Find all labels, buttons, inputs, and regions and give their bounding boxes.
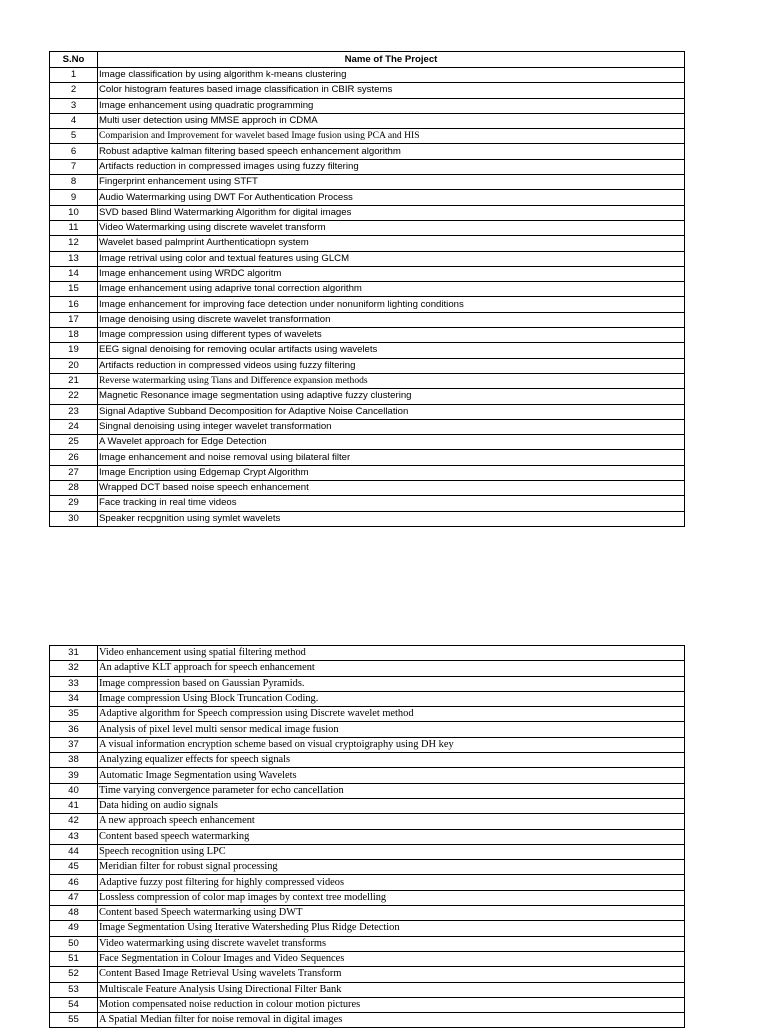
row-number: 47 <box>50 890 98 905</box>
row-number: 14 <box>50 266 98 281</box>
project-name: Singnal denoising using integer wavelet transformation <box>98 419 685 434</box>
table-row <box>50 768 685 783</box>
row-number: 18 <box>50 328 98 343</box>
project-name: EEG signal denoising for removing ocular artifacts using wavelets <box>98 343 685 358</box>
project-name: Signal Adaptive Subband Decomposition for Adaptive Noise Cancellation <box>98 404 685 419</box>
row-number: 12 <box>50 236 98 251</box>
table-row <box>50 113 685 128</box>
table-row <box>50 798 685 813</box>
row-number: 31 <box>50 646 98 661</box>
table-row <box>50 844 685 859</box>
project-name: Lossless compression of color map images by context tree modelling <box>98 890 685 905</box>
table-row <box>50 511 685 526</box>
row-number: 39 <box>50 768 98 783</box>
row-number: 44 <box>50 844 98 859</box>
table-row <box>50 951 685 966</box>
row-number: 40 <box>50 783 98 798</box>
table-row <box>50 159 685 174</box>
project-name: A Wavelet approach for Edge Detection <box>98 435 685 450</box>
project-name: Video Watermarking using discrete wavelet transform <box>98 220 685 235</box>
project-name: Multi user detection using MMSE approch in CDMA <box>98 113 685 128</box>
project-table-2 <box>49 645 685 1028</box>
row-number: 38 <box>50 753 98 768</box>
project-name: Time varying convergence parameter for echo cancellation <box>98 783 685 798</box>
table-body-1 <box>50 68 685 527</box>
project-name: Content Based Image Retrieval Using wavelets Transform <box>98 967 685 982</box>
project-name: Automatic Image Segmentation using Wavelets <box>98 768 685 783</box>
project-name: Motion compensated noise reduction in colour motion pictures <box>98 997 685 1012</box>
table-row <box>50 68 685 83</box>
row-number: 13 <box>50 251 98 266</box>
project-name: Comparision and Improvement for wavelet based Image fusion using PCA and HIS <box>98 129 685 144</box>
table-header-row <box>50 52 685 68</box>
project-name: A Spatial Median filter for noise removal in digital images <box>98 1013 685 1028</box>
table-row <box>50 312 685 327</box>
row-number: 42 <box>50 814 98 829</box>
project-name: Speech recognition using LPC <box>98 844 685 859</box>
project-name: Audio Watermarking using DWT For Authentication Process <box>98 190 685 205</box>
table-row <box>50 83 685 98</box>
project-name: Image enhancement and noise removal using bilateral filter <box>98 450 685 465</box>
table-row <box>50 691 685 706</box>
table-row <box>50 129 685 144</box>
row-number: 24 <box>50 419 98 434</box>
project-name: Wavelet based palmprint Aurthenticatiopn system <box>98 236 685 251</box>
table-row <box>50 982 685 997</box>
row-number: 21 <box>50 373 98 388</box>
project-name: Analyzing equalizer effects for speech signals <box>98 753 685 768</box>
project-name: Video enhancement using spatial filtering method <box>98 646 685 661</box>
table-row <box>50 997 685 1012</box>
table-row <box>50 404 685 419</box>
table-row <box>50 481 685 496</box>
header-sno: S.No <box>50 52 98 68</box>
row-number: 27 <box>50 465 98 480</box>
project-name: Speaker recpgnition using symlet wavelets <box>98 511 685 526</box>
table-row <box>50 783 685 798</box>
table-row <box>50 737 685 752</box>
row-number: 53 <box>50 982 98 997</box>
table-row <box>50 860 685 875</box>
table-row <box>50 936 685 951</box>
table-row <box>50 266 685 281</box>
project-name: Multiscale Feature Analysis Using Directional Filter Bank <box>98 982 685 997</box>
project-name: Image denoising using discrete wavelet transformation <box>98 312 685 327</box>
row-number: 2 <box>50 83 98 98</box>
table-row <box>50 753 685 768</box>
table-row <box>50 297 685 312</box>
row-number: 51 <box>50 951 98 966</box>
row-number: 35 <box>50 707 98 722</box>
project-name: Magnetic Resonance image segmentation using adaptive fuzzy clustering <box>98 389 685 404</box>
row-number: 33 <box>50 676 98 691</box>
table-row <box>50 707 685 722</box>
row-number: 46 <box>50 875 98 890</box>
table-row <box>50 496 685 511</box>
project-name: Adaptive algorithm for Speech compression using Discrete wavelet method <box>98 707 685 722</box>
table-row <box>50 661 685 676</box>
row-number: 29 <box>50 496 98 511</box>
project-name: Image retrival using color and textual features using GLCM <box>98 251 685 266</box>
row-number: 34 <box>50 691 98 706</box>
row-number: 25 <box>50 435 98 450</box>
row-number: 10 <box>50 205 98 220</box>
project-name: Artifacts reduction in compressed images using fuzzy filtering <box>98 159 685 174</box>
row-number: 54 <box>50 997 98 1012</box>
row-number: 20 <box>50 358 98 373</box>
row-number: 5 <box>50 129 98 144</box>
project-name: Image enhancement using adaprive tonal correction algorithm <box>98 282 685 297</box>
row-number: 1 <box>50 68 98 83</box>
table-row <box>50 921 685 936</box>
row-number: 19 <box>50 343 98 358</box>
row-number: 26 <box>50 450 98 465</box>
table-row <box>50 419 685 434</box>
row-number: 17 <box>50 312 98 327</box>
row-number: 28 <box>50 481 98 496</box>
project-name: Video watermarking using discrete wavelet transforms <box>98 936 685 951</box>
row-number: 36 <box>50 722 98 737</box>
table-row <box>50 282 685 297</box>
project-name: Image enhancement using quadratic programming <box>98 98 685 113</box>
table-row <box>50 450 685 465</box>
table-row <box>50 829 685 844</box>
table-row <box>50 98 685 113</box>
project-name: Image Segmentation Using Iterative Watersheding Plus Ridge Detection <box>98 921 685 936</box>
table-row <box>50 144 685 159</box>
project-name: Image enhancement using WRDC algoritm <box>98 266 685 281</box>
project-name: A new approach speech enhancement <box>98 814 685 829</box>
table-row <box>50 328 685 343</box>
project-name: Reverse watermarking using Tians and Difference expansion methods <box>98 373 685 388</box>
row-number: 15 <box>50 282 98 297</box>
table-row <box>50 251 685 266</box>
project-name: Wrapped DCT based noise speech enhancement <box>98 481 685 496</box>
table-row <box>50 814 685 829</box>
row-number: 48 <box>50 906 98 921</box>
row-number: 22 <box>50 389 98 404</box>
project-name: Content based Speech watermarking using DWT <box>98 906 685 921</box>
table-row <box>50 646 685 661</box>
table-row <box>50 435 685 450</box>
project-name: A visual information encryption scheme based on visual cryptoigraphy using DH key <box>98 737 685 752</box>
project-table-1 <box>49 51 685 527</box>
row-number: 8 <box>50 175 98 190</box>
project-name: An adaptive KLT approach for speech enhancement <box>98 661 685 676</box>
row-number: 23 <box>50 404 98 419</box>
project-name: Image compression using different types of wavelets <box>98 328 685 343</box>
row-number: 7 <box>50 159 98 174</box>
row-number: 11 <box>50 220 98 235</box>
header-project-name: Name of The Project <box>98 52 685 68</box>
row-number: 32 <box>50 661 98 676</box>
table-row <box>50 967 685 982</box>
row-number: 9 <box>50 190 98 205</box>
project-name: Meridian filter for robust signal processing <box>98 860 685 875</box>
table-row <box>50 722 685 737</box>
project-name: Data hiding on audio signals <box>98 798 685 813</box>
table-row <box>50 465 685 480</box>
project-name: Image enhancement for improving face detection under nonuniform lighting conditions <box>98 297 685 312</box>
row-number: 6 <box>50 144 98 159</box>
table-row <box>50 175 685 190</box>
project-name: Image Encription using Edgemap Crypt Algorithm <box>98 465 685 480</box>
project-name: Color histogram features based image classification in CBIR systems <box>98 83 685 98</box>
table-row <box>50 875 685 890</box>
table-row <box>50 1013 685 1028</box>
row-number: 49 <box>50 921 98 936</box>
project-name: Artifacts reduction in compressed videos using fuzzy filtering <box>98 358 685 373</box>
project-name: Analysis of pixel level multi sensor medical image fusion <box>98 722 685 737</box>
row-number: 41 <box>50 798 98 813</box>
row-number: 45 <box>50 860 98 875</box>
table-row <box>50 190 685 205</box>
project-name: Content based speech watermarking <box>98 829 685 844</box>
project-name: Image classification by using algorithm k-means clustering <box>98 68 685 83</box>
project-name: Fingerprint enhancement using STFT <box>98 175 685 190</box>
table-row <box>50 236 685 251</box>
project-name: Robust adaptive kalman filtering based speech enhancement algorithm <box>98 144 685 159</box>
table-row <box>50 373 685 388</box>
project-name: Adaptive fuzzy post filtering for highly compressed videos <box>98 875 685 890</box>
table-row <box>50 205 685 220</box>
row-number: 30 <box>50 511 98 526</box>
table-row <box>50 890 685 905</box>
project-name: SVD based Blind Watermarking Algorithm for digital images <box>98 205 685 220</box>
row-number: 52 <box>50 967 98 982</box>
table-row <box>50 389 685 404</box>
project-name: Image compression Using Block Truncation Coding. <box>98 691 685 706</box>
project-name: Image compression based on Gaussian Pyramids. <box>98 676 685 691</box>
row-number: 50 <box>50 936 98 951</box>
table-body-2 <box>50 646 685 1028</box>
project-name: Face tracking in real time videos <box>98 496 685 511</box>
table-row <box>50 906 685 921</box>
row-number: 55 <box>50 1013 98 1028</box>
table-row <box>50 676 685 691</box>
table-row <box>50 358 685 373</box>
row-number: 37 <box>50 737 98 752</box>
row-number: 16 <box>50 297 98 312</box>
row-number: 43 <box>50 829 98 844</box>
row-number: 3 <box>50 98 98 113</box>
table-row <box>50 220 685 235</box>
project-name: Face Segmentation in Colour Images and Video Sequences <box>98 951 685 966</box>
table-row <box>50 343 685 358</box>
row-number: 4 <box>50 113 98 128</box>
